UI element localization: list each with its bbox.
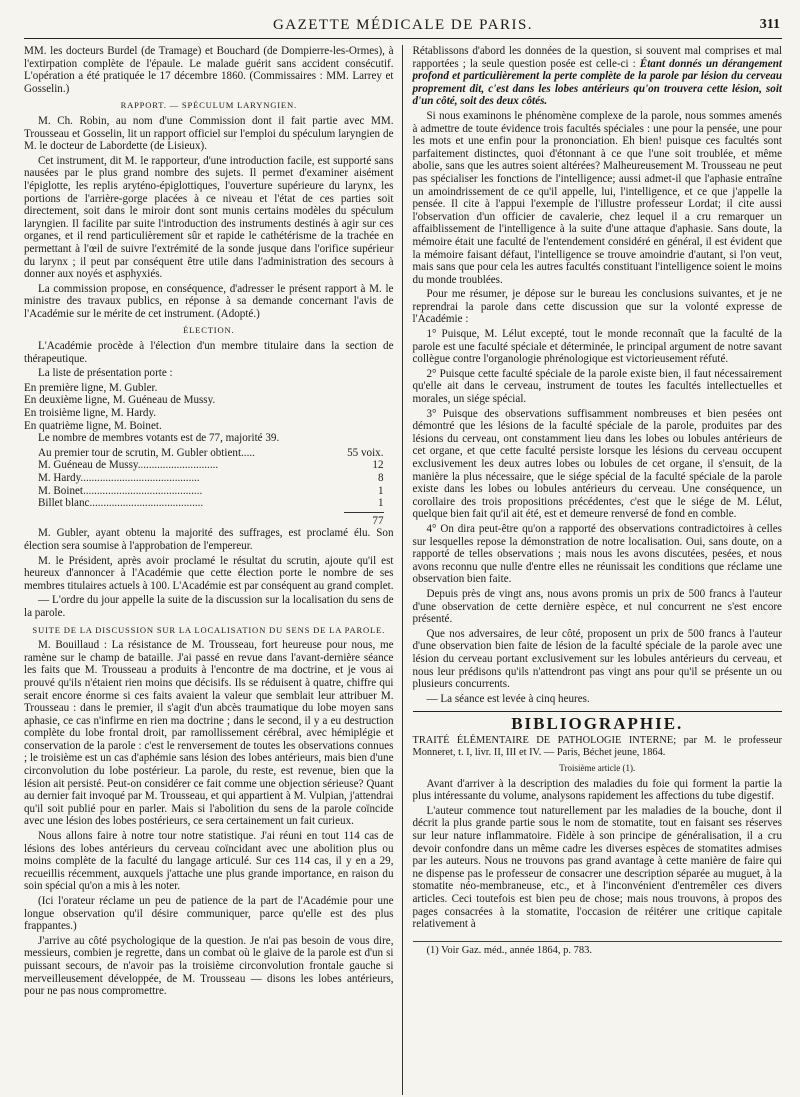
paragraph: (Ici l'orateur réclame un peu de patience de la part de l'Académie pour une longue observation qu'il désire communiquer, parce qu'elle est des plus frappantes.) bbox=[24, 895, 394, 933]
paragraph: L'auteur commence tout naturellement par les maladies de la bouche, dont il décrit la plus grande partie sous le nom de stomatite, tout en faisant ses réserves sur leur nature inflammatoire. Fidèle à son principe de généralisation, il a cru devoir confondre dans un même cadre les diverses espèces de stomatites admises par les auteurs. Nous ne trouvons pas grand avantage à cette manière de faire qui ne dispense pas le professeur de consacrer une description séparée au muguet, à la stomatite néo-membraneuse, etc., et à l'inconvénient d'entremêler ces divers articles. Ceci toutefois est bien peu de chose; mais nous trouvons, à propos des pages consacrées à la stomatite, l'occasion de réitérer une critique capitale relativement à bbox=[412, 804, 782, 931]
vote-row bbox=[24, 497, 394, 510]
conclusion-item: 1° Puisque, M. Lélut excepté, tout le monde reconnaît que la faculté de la parole est une faculté spéciale et déterminée, le principal argument de notre savant collègue contre l'organologie phrénologique est victorieusement réfuté. bbox=[412, 328, 782, 366]
page-number: 311 bbox=[759, 17, 780, 32]
vote-row bbox=[24, 459, 394, 472]
list-item: En deuxième ligne, M. Guéneau de Mussy. bbox=[24, 394, 216, 407]
vote-count: 55 voix. bbox=[347, 446, 384, 459]
journal-title: GAZETTE MÉDICALE DE PARIS. bbox=[272, 17, 534, 33]
page-header bbox=[24, 14, 782, 39]
paragraph: M. le Président, après avoir proclamé le résultat du scrutin, ajoute qu'il est heureux d'annoncer à l'Académie que cette élection porte le nombre de ses membres titulaires actuels à 100. L'Académie est par conséquent au grand complet. bbox=[24, 554, 394, 592]
paragraph: MM. les docteurs Burdel (de Tramage) et Bouchard (de Dompierre-les-Ormes), à l'extirpation complète de l'épaule. Le malade guérit sans accident consécutif. L'opération a été pratiquée le 17 décembre 1860. (Commissaires : MM. Larrey et Gosselin.) bbox=[24, 45, 394, 95]
vote-name: M. Guéneau de Mussy............................. bbox=[38, 459, 219, 472]
footnote: (1) Voir Gaz. méd., année 1864, p. 783. bbox=[413, 941, 783, 958]
list-item: En première ligne, M. Gubler. bbox=[24, 381, 158, 394]
vote-count: 1 bbox=[377, 497, 384, 510]
vote-name: M. Hardy........................................... bbox=[38, 472, 200, 484]
vote-name: Billet blanc......................................... bbox=[38, 497, 204, 510]
vote-count: 1 bbox=[377, 484, 384, 497]
vote-count: 8 bbox=[377, 472, 384, 484]
section-heading: SUITE DE LA DISCUSSION SUR LA LOCALISATION DU SENS DE LA PAROLE. bbox=[32, 624, 386, 635]
paragraph: Pour me résumer, je dépose sur le bureau les conclusions suivantes, et je ne reprendrai la parole dans cette discussion que sur la volonté expresse de l'Académie : bbox=[412, 288, 782, 326]
vote-count: 12 bbox=[372, 459, 384, 472]
conclusion-item: 2° Puisque cette faculté spéciale de la parole existe bien, il faut nécessairement qu'elle ait dans le cerveau, instrument de toutes les facultés intellectuelles et morales, un siége spécial. bbox=[412, 367, 782, 406]
paragraph: L'Académie procède à l'élection d'un membre titulaire dans la section de thérapeutique. bbox=[24, 340, 394, 365]
emphasis: Étant donnés un dérangement profond et particulièrement la perte complète de la parole par lésion du cerveau proprement dit, c'est dans les lobes antérieurs qu'on trouvera cette lésion, soit d'un côté, soit des deux côtés. bbox=[412, 57, 782, 108]
section-heading: ÉLECTION. bbox=[183, 325, 235, 336]
paragraph: — La séance est levée à cinq heures. bbox=[426, 692, 590, 705]
vote-row bbox=[24, 472, 394, 485]
list-item: En troisième ligne, M. Hardy. bbox=[24, 407, 157, 420]
sum-rule bbox=[344, 512, 384, 513]
conclusion-item: 4° On dira peut-être qu'on a rapporté des observations contradictoires à celles sur lesquelles repose la démonstration de notre localisation. Oui, sans doute, on a rapporté de telles observations ; mais nous les avons discutées, pesées, et nous avons reconnu que nulle d'entre elles ne réunissait les conditions que réclame une observation bien faite. bbox=[412, 522, 782, 586]
bibliography-section bbox=[413, 711, 783, 957]
list-intro: La liste de présentation porte : bbox=[38, 367, 173, 380]
left-column bbox=[24, 45, 402, 1095]
paragraph: Si nous examinons le phénomène complexe de la parole, nous sommes amenés à admettre de toute évidence trois facultés spéciales : une pour la pensée, une pour les mots et une enfin pour la prononciation. Eh bien! puisque ces facultés sont parfaitement distinctes, quoi d'étonnant à ce que l'une soit troublée, et même abolie, sans que les autres soient altérées? Malheureusement M. Trousseau ne peut pas spécialiser les fonctions de l'intelligence; aussi admet-il que l'aphasie entraîne un amoindrissement de ce qu'il appelle, lui, l'intelligence, et ce que j'appelle la pensée. Il cite à l'appui l'exemple de l'illustre professeur Lordat; il cite aussi l'observation d'un officier de cavalerie, chez lequel il a cru remarquer un affaiblissement de l'intelligence à la suite d'une attaque d'aphasie. Sans doute, la mémoire était une faculté de l'entendement considéré en général, il est évident que la mémoire faisant défaut, l'intelligence se trouve amoindrie d'autant, si l'on veut, mais sans que pour cela les autres facultés constituant l'intelligence soient le moins du monde troublées. bbox=[412, 109, 782, 286]
paragraph: — L'ordre du jour appelle la suite de la discussion sur la localisation du sens de la parole. bbox=[24, 594, 394, 619]
vote-table bbox=[24, 447, 394, 528]
voters-count: Le nombre de membres votants est de 77, majorité 39. bbox=[38, 432, 280, 445]
vote-row bbox=[24, 447, 394, 460]
right-column bbox=[403, 45, 783, 1095]
candidate-list bbox=[24, 382, 394, 432]
article-part: Troisième article (1). bbox=[559, 763, 636, 774]
paragraph: M. Ch. Robin, au nom d'une Commission dont il fait partie avec MM. Trousseau et Gosselin, lit un rapport officiel sur l'emploi du spéculum laryngien de M. le docteur de Labordette (de Lisieux). bbox=[24, 114, 394, 153]
paragraph: M. Gubler, ayant obtenu la majorité des suffrages, est proclamé élu. Son élection sera soumise à l'approbation de l'empereur. bbox=[24, 527, 394, 552]
paragraph: Depuis près de vingt ans, nous avons promis un prix de 500 francs à l'auteur d'une observation de cette dernière espèce, et nul concurrent ne s'est encore présenté. bbox=[412, 587, 782, 626]
section-title: BIBLIOGRAPHIE. bbox=[511, 714, 684, 734]
section-heading: RAPPORT. — SPÉCULUM LARYNGIEN. bbox=[120, 100, 297, 111]
paragraph: Nous allons faire à notre tour notre statistique. J'ai réuni en tout 114 cas de lésions des lobes antérieurs du cerveau coïncidant avec une abolition plus ou moins complète de la faculté du langage articulé. Sur ces 114 cas, il y en a 29, recueillis récemment, auxquels j'attache une plus grande importance, en raison du soin spécial qu'on a mis à les noter. bbox=[24, 830, 394, 893]
paragraph: Que nos adversaires, de leur côté, proposent un prix de 500 francs à l'auteur d'une observation bien faite de lésion de la faculté spéciale de la parole avec une lésion du cerveau portant exclusivement sur les lobules antérieurs du cerveau, et nous leur prédisons qu'ils n'attendront pas vingt ans pour qu'il se présente un ou plusieurs concurrents. bbox=[412, 627, 782, 691]
paragraph: La commission propose, en conséquence, d'adresser le présent rapport à M. le ministre des travaux publics, en réponse à sa demande concernant l'avis de l'Académie sur le mérite de cet instrument. (Adopté.) bbox=[24, 282, 394, 320]
paragraph: M. Bouillaud : La résistance de M. Trousseau, fort heureuse pour nous, me ramène sur le champ de bataille. J'ai passé en revue dans l'avant-dernière séance les faits que M. Trousseau a produits à l'encontre de ma doctrine, et je vous ai prouvé qu'ils n'étaient rien moins que décisifs. Ils se réduisent à quatre, chiffre qui serait encore énorme si ces faits avaient la valeur que semblait leur attribuer M. Trousseau : dans le premier, il s'agit d'un abcès traumatique du lobe moyen sans aphasie, ce cas n'infirme en rien ma doctrine ; dans le second, il y a eu destruction complète du lobe frontal droit, par ramollissement cérébral, avec hémiplégie et conservation de la parole : c'est le renversement de toutes les observations connues ; le troisième est un cas d'aphémie sans lésion des lobes antérieurs, mais bien d'une circonvolution du lobe postérieur. La parole, du reste, est revenue, bien que la lésion ait persisté. Peut-on considérer ce fait comme une objection sérieuse? Quant au dernier fait invoqué par M. Trousseau, et qui appartient à M. Vulpian, j'attendrai qu'il soit publié pour en parler. Mais si l'abolition du sens de la parole coïncide avec une lésion des lobes postérieurs, ce sera certainement un fait curieux. bbox=[24, 639, 394, 828]
vote-name: Au premier tour de scrutin, M. Gubler obtient..... bbox=[38, 446, 255, 459]
list-item: En quatrième ligne, M. Boinet. bbox=[24, 419, 162, 432]
vote-total: 77 bbox=[372, 514, 384, 527]
paragraph bbox=[413, 45, 783, 108]
vote-name: M. Boinet........................................... bbox=[38, 484, 203, 497]
columns bbox=[24, 45, 782, 1095]
paragraph: J'arrive au côté psychologique de la question. Je n'ai pas besoin de vous dire, messieurs, combien je regrette, dans un combat où le glaive de la parole est d'un si puissant secours, de n'avoir pas la troisième circonvolution frontale gauche si merveilleusement développée, de M. Trousseau — disons les lobes antérieurs, pour ne pas nous compromettre. bbox=[24, 934, 394, 998]
vote-total-row bbox=[24, 515, 394, 528]
paragraph: Cet instrument, dit M. le rapporteur, d'une introduction facile, est supporté sans nausées par le plus grand nombre des sujets. Il permet d'examiner aisément l'épiglotte, les replis aryténo-épiglottiques, l'ouverture supérieure du larynx, les portions de l'arrière-gorge placées à ce niveau et l'état de ces parties soit directement, soit dans le miroir dont sont munis certains modèles du spéculum laryngien. Il facilite par suite l'introduction des instruments destinés à agir sur ces organes, et il rend particulièrement sûr et rapide le cathétérisme de la trachée en permettant à l'œil de suivre l'extrémité de la sonde jusque dans l'orifice supérieur du larynx ; il peut par conséquent être utile dans l'administration des secours à donner aux noyés et asphyxiés. bbox=[24, 154, 394, 281]
paragraph: Avant d'arriver à la description des maladies du foie qui forment la partie la plus intéressante du volume, analysons rapidement les affections du tube digestif. bbox=[412, 777, 782, 803]
book-reference: TRAITÉ ÉLÉMENTAIRE DE PATHOLOGIE INTERNE; par M. le professeur Monneret, t. I, livr. II, III et IV. — Paris, Béchet jeune, 1864. bbox=[412, 734, 782, 759]
text-run: Rétablissons d'abord les données de la question, si souvent mal comprises et mal rapportées ; la seule question posée est celle-ci : bbox=[412, 45, 782, 70]
conclusion-item: 3° Puisque des observations suffisamment nombreuses et bien pesées ont démontré que les lésions de la faculté spéciale de la parole, produites par des lésions du cerveau, ont constamment lieu dans les lobes ou lobules antérieurs de cet organe, et que cette faculté persiste lorsque les lésions du cerveau occupent exclusivement les deux autres lobes ou lobules de cet organe, il s'ensuit, de la manière la plus nécessaire, que le siége spécial de la faculté spéciale de la parole existe dans les lobes ou lobules antérieurs du cerveau. Une conséquence, un corollaire des trois propositions précédentes, c'est que le siége de M. Lélut, quelque bien fait qu'il ait été, est et demeure renversé de fond en comble. bbox=[412, 407, 782, 521]
vote-row bbox=[24, 485, 394, 498]
